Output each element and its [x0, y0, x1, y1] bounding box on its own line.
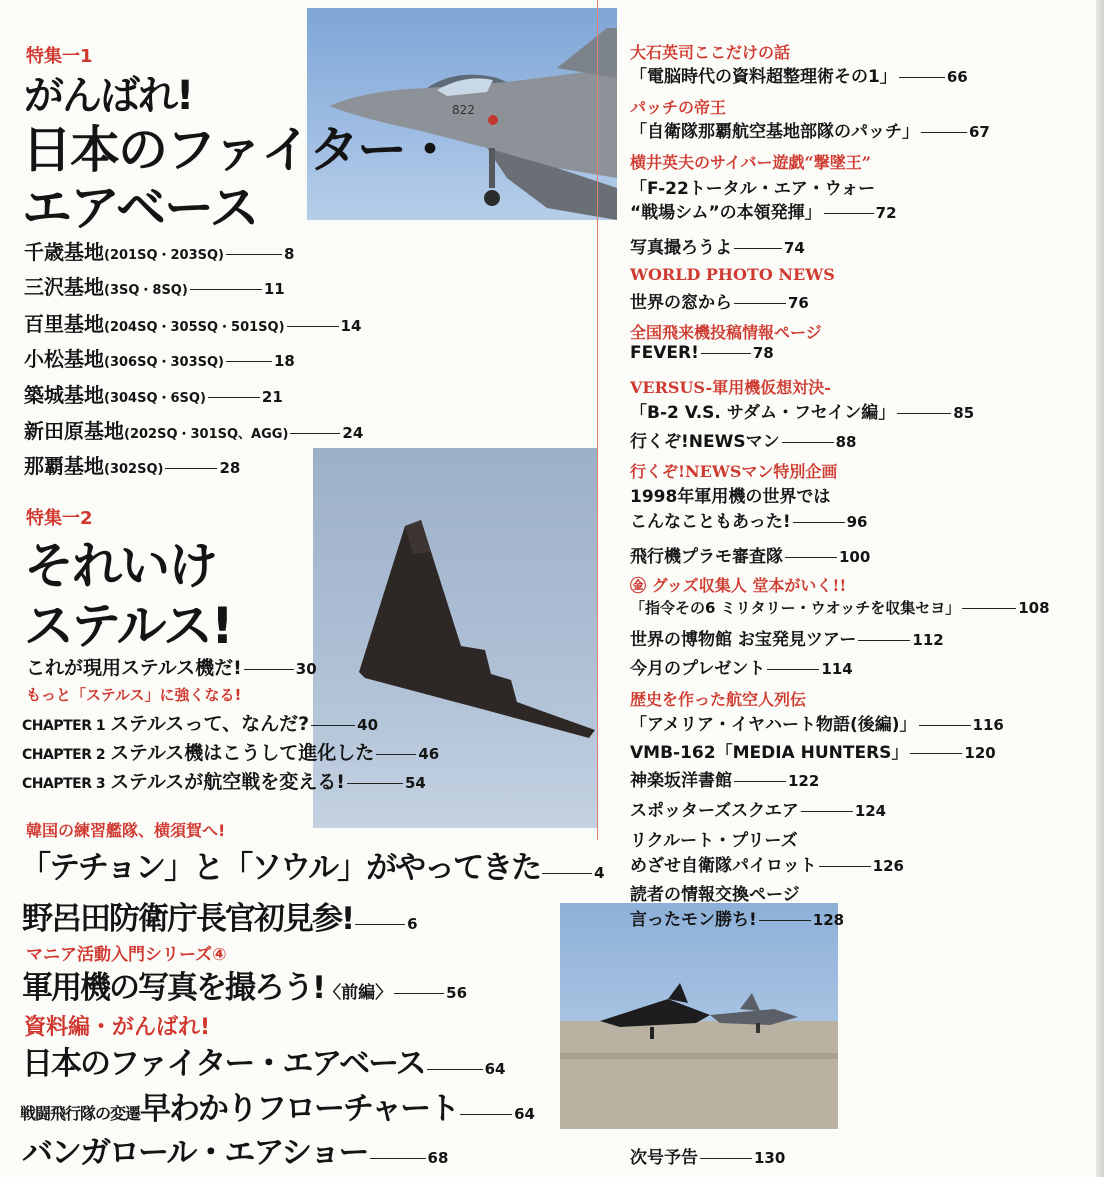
- base-name: 千歳基地: [24, 240, 104, 264]
- shiryo-title: 日本のファイター・エアベース: [22, 1046, 425, 1082]
- right-item-title: 飛行機プラモ審査隊: [630, 547, 783, 567]
- leader-line: [919, 725, 971, 726]
- leader-line: [427, 1069, 483, 1070]
- page-number: 78: [752, 344, 774, 362]
- page-number: 14: [340, 317, 362, 335]
- list-item[interactable]: [24, 450, 240, 479]
- leader-line: [311, 725, 355, 726]
- right-section-tag: VERSUS-軍用機仮想対決-: [630, 378, 831, 397]
- page-number: 85: [953, 404, 975, 422]
- next-issue-item[interactable]: [630, 1143, 785, 1168]
- base-name: 百里基地: [24, 312, 104, 336]
- chapter-number: CHAPTER 3: [22, 776, 106, 792]
- right-list-item[interactable]: [630, 507, 867, 532]
- leader-line: [921, 132, 967, 133]
- leader-line: [208, 397, 260, 398]
- right-list-item[interactable]: [630, 710, 1004, 735]
- right-section-tag: 大石英司ここだけの話: [630, 43, 791, 62]
- base-name: 小松基地: [24, 347, 104, 371]
- right-list-item[interactable]: [630, 851, 904, 876]
- leader-line: [244, 669, 294, 670]
- base-units: (304SQ・6SQ): [104, 391, 206, 406]
- right-list-item[interactable]: [630, 738, 996, 763]
- page-number: 128: [812, 911, 845, 929]
- page-number: 18: [273, 352, 295, 370]
- leader-line: [858, 640, 910, 641]
- base-units: (3SQ・8SQ): [104, 283, 188, 298]
- leader-line: [226, 361, 272, 362]
- column-divider: [597, 0, 598, 840]
- shiryo-item[interactable]: [22, 1038, 505, 1083]
- list-item[interactable]: [24, 271, 285, 300]
- right-item-title: “戦場シム”の本領発揮」: [630, 203, 822, 223]
- page-number: 64: [514, 1105, 535, 1123]
- page-binding-edge: [1096, 0, 1104, 1177]
- page-number: 46: [418, 745, 440, 763]
- list-item[interactable]: [24, 236, 294, 265]
- page-number: 66: [946, 68, 968, 86]
- leader-line: [460, 1114, 512, 1115]
- korea-title: 「テチョン」と「ソウル」がやってきた: [20, 850, 541, 886]
- feature2-tag: 特集一2: [26, 508, 93, 529]
- chapter-item[interactable]: [22, 709, 378, 736]
- list-item[interactable]: [24, 308, 361, 337]
- leader-line: [819, 866, 871, 867]
- right-list-item[interactable]: [630, 198, 897, 223]
- page-number: 112: [912, 631, 944, 649]
- base-name: 三沢基地: [24, 275, 104, 299]
- page-number: 116: [972, 716, 1004, 734]
- right-item-title: 行くぞ!NEWSマン: [630, 432, 780, 452]
- list-item[interactable]: [24, 415, 363, 444]
- noroda-item[interactable]: [22, 893, 418, 938]
- right-section-tag: WORLD PHOTO NEWS: [630, 265, 835, 284]
- leader-line: [759, 920, 811, 921]
- leader-line: [700, 1158, 752, 1159]
- right-item-title: 「B-2 V.S. サダム・フセイン編」: [630, 403, 896, 423]
- page-number: 67: [969, 123, 990, 141]
- page-number: 21: [261, 388, 283, 406]
- right-section-tag: 歴史を作った航空人列伝: [630, 690, 807, 709]
- leader-line: [793, 522, 845, 523]
- page-number: 4: [594, 864, 605, 882]
- page-number: 88: [835, 433, 857, 451]
- right-list-item[interactable]: [630, 654, 853, 679]
- base-name: 新田原基地: [24, 419, 124, 443]
- leader-line: [190, 289, 262, 290]
- right-list-item[interactable]: [630, 233, 805, 258]
- chapter-title: ステルスが航空戦を変える!: [110, 771, 345, 793]
- right-item-title: リクルート・プリーズ: [630, 831, 798, 851]
- leader-line: [347, 783, 403, 784]
- page-number: 124: [854, 802, 887, 820]
- mania-tag: マニア活動入門シリーズ④: [26, 945, 227, 965]
- f117-photo: [560, 903, 838, 1129]
- shiryo-tag: 資料編・がんばれ!: [24, 1015, 211, 1040]
- right-list-item[interactable]: [630, 766, 819, 791]
- feature1-title-line2: 日本のファイター・: [22, 121, 453, 179]
- page-number: 56: [446, 984, 468, 1002]
- list-item[interactable]: [24, 343, 295, 372]
- right-item-title: 「アメリア・イヤハート物語(後編)」: [630, 715, 917, 735]
- feature1-tag: 特集一1: [26, 46, 93, 67]
- right-list-item[interactable]: [630, 542, 870, 567]
- right-section-tag: ㊎ グッズ収集人 堂本がいく!!: [630, 576, 847, 595]
- mania-title: 軍用機の写真を撮ろう!: [22, 970, 325, 1006]
- right-list-item[interactable]: [630, 597, 1050, 618]
- right-item-title: 世界の博物館 お宝発見ツアー: [630, 630, 857, 650]
- right-item-title: FEVER!: [630, 343, 699, 363]
- stealth-now-item[interactable]: [26, 653, 317, 680]
- korea-item[interactable]: [20, 842, 605, 887]
- page-number: 120: [964, 744, 996, 762]
- svg-text:822: 822: [452, 103, 475, 117]
- feature1-title-line1: がんばれ!: [24, 73, 193, 119]
- page-number: 130: [754, 1149, 786, 1167]
- leader-line: [287, 326, 339, 327]
- leader-line: [782, 442, 834, 443]
- right-item-title: 「F-22トータル・エア・ウォー: [630, 179, 876, 199]
- page-number: 24: [342, 424, 364, 442]
- leader-line: [290, 433, 340, 434]
- right-list-item[interactable]: [630, 625, 944, 650]
- right-item-title: 読者の情報交換ページ: [630, 885, 800, 905]
- right-list-item[interactable]: [630, 288, 809, 313]
- page-number: 8: [283, 245, 295, 263]
- page-number: 6: [407, 915, 418, 933]
- stealth-subhead: もっと「ステルス」に強くなる!: [26, 686, 242, 704]
- leader-line: [376, 754, 416, 755]
- right-item-title: 「自衛隊那覇航空基地部隊のパッチ」: [630, 122, 919, 142]
- flow-subtitle: 戦闘飛行隊の変遷: [20, 1104, 141, 1123]
- right-list-item[interactable]: [630, 427, 856, 452]
- right-list-item[interactable]: [630, 796, 886, 821]
- flow-item[interactable]: [20, 1083, 535, 1128]
- chapter-title: ステルスって、なんだ?: [110, 713, 310, 735]
- leader-line: [165, 468, 217, 469]
- right-item-title: 1998年軍用機の世界では: [630, 487, 831, 507]
- base-name: 築城基地: [24, 383, 104, 407]
- korea-tag: 韓国の練習艦隊、横須賀へ!: [26, 821, 226, 840]
- chapter-item[interactable]: [22, 767, 426, 794]
- base-units: (201SQ・203SQ): [104, 248, 224, 263]
- leader-line: [734, 248, 782, 249]
- leader-line: [355, 924, 405, 925]
- leader-line: [910, 753, 962, 754]
- right-item-title: スポッターズスクエア: [630, 801, 799, 821]
- page-number: 114: [821, 660, 853, 678]
- right-item-title: 写真撮ろうよ: [630, 238, 732, 258]
- leader-line: [734, 303, 786, 304]
- right-list-item[interactable]: [630, 62, 968, 87]
- page-number: 108: [1018, 599, 1050, 617]
- bangalore-title: バンガロール・エアショー: [22, 1135, 368, 1171]
- leader-line: [370, 1158, 426, 1159]
- base-units: (204SQ・305SQ・501SQ): [104, 320, 285, 335]
- feature2-title-line1: それいけ: [24, 537, 216, 595]
- next-issue-label: 次号予告: [630, 1148, 698, 1168]
- right-item-title: 「電脳時代の資料超整理術その1」: [630, 67, 897, 87]
- leader-line: [394, 993, 444, 994]
- chapter-title: ステルス機はこうして進化した: [110, 742, 375, 764]
- page-number: 30: [295, 660, 317, 678]
- leader-line: [899, 77, 945, 78]
- right-item-title: 「指令その6 ミリタリー・ウオッチを収集セヨ」: [630, 599, 961, 617]
- page-number: 28: [219, 459, 241, 477]
- page-number: 64: [484, 1060, 506, 1078]
- page-number: 126: [872, 857, 904, 875]
- chapter-item[interactable]: [22, 738, 439, 765]
- page-number: 72: [875, 204, 897, 222]
- right-item-title: VMB-162「MEDIA HUNTERS」: [630, 743, 909, 763]
- base-units: (306SQ・303SQ): [104, 355, 224, 370]
- page-number: 100: [839, 548, 871, 566]
- right-item-title: 今月のプレゼント: [630, 659, 766, 679]
- list-item[interactable]: [24, 379, 283, 408]
- right-item-title: 世界の窓から: [630, 293, 732, 313]
- right-list-item[interactable]: [630, 905, 844, 930]
- page-number: 76: [788, 294, 809, 312]
- leader-line: [767, 669, 819, 670]
- mania-item[interactable]: [22, 962, 467, 1007]
- leader-line: [226, 254, 282, 255]
- f117-jets-icon: [560, 903, 838, 1129]
- leader-line: [542, 873, 592, 874]
- page-number: 40: [357, 716, 379, 734]
- flow-title: 早わかりフローチャート: [140, 1091, 459, 1127]
- page-number: 54: [404, 774, 426, 792]
- leader-line: [701, 353, 751, 354]
- chapter-number: CHAPTER 2: [22, 747, 106, 763]
- leader-line: [897, 413, 951, 414]
- page-number: 74: [784, 239, 805, 257]
- chapter-number: CHAPTER 1: [22, 718, 106, 734]
- page-number: 11: [263, 280, 285, 298]
- feature2-title-line2: ステルス!: [24, 597, 232, 655]
- right-item-title: めざせ自衛隊パイロット: [630, 856, 817, 876]
- right-item-title: こんなこともあった!: [630, 512, 791, 532]
- noroda-title: 野呂田防衛庁長官初見参!: [22, 901, 354, 937]
- right-section-tag: 行くぞ!NEWSマン特別企画: [630, 462, 838, 481]
- base-name: 那覇基地: [24, 454, 104, 478]
- bangalore-item[interactable]: [22, 1127, 448, 1172]
- leader-line: [785, 557, 837, 558]
- mania-paren: 〈前編〉: [324, 983, 393, 1003]
- leader-line: [962, 608, 1016, 609]
- right-item-title: 神楽坂洋書館: [630, 771, 732, 791]
- right-section-tag: 横井英夫のサイバー遊戯“撃墜王”: [630, 153, 871, 172]
- leader-line: [824, 213, 874, 214]
- right-section-tag: パッチの帝王: [630, 98, 727, 117]
- right-list-item[interactable]: [630, 398, 974, 423]
- stealth-now-label: これが現用ステルス機だ!: [26, 657, 242, 679]
- page-number: 68: [427, 1149, 449, 1167]
- right-list-item[interactable]: [630, 343, 774, 363]
- page-number: 96: [846, 513, 868, 531]
- base-units: (302SQ): [104, 462, 164, 477]
- leader-line: [734, 781, 786, 782]
- page-number: 122: [788, 772, 820, 790]
- right-list-item[interactable]: [630, 117, 990, 142]
- right-section-tag: 全国飛来機投稿情報ページ: [630, 323, 822, 342]
- base-units: (202SQ・301SQ、AGG): [124, 427, 289, 442]
- leader-line: [801, 811, 853, 812]
- feature1-title-line3: エアベース: [22, 179, 258, 237]
- right-item-title: 言ったモン勝ち!: [630, 910, 757, 930]
